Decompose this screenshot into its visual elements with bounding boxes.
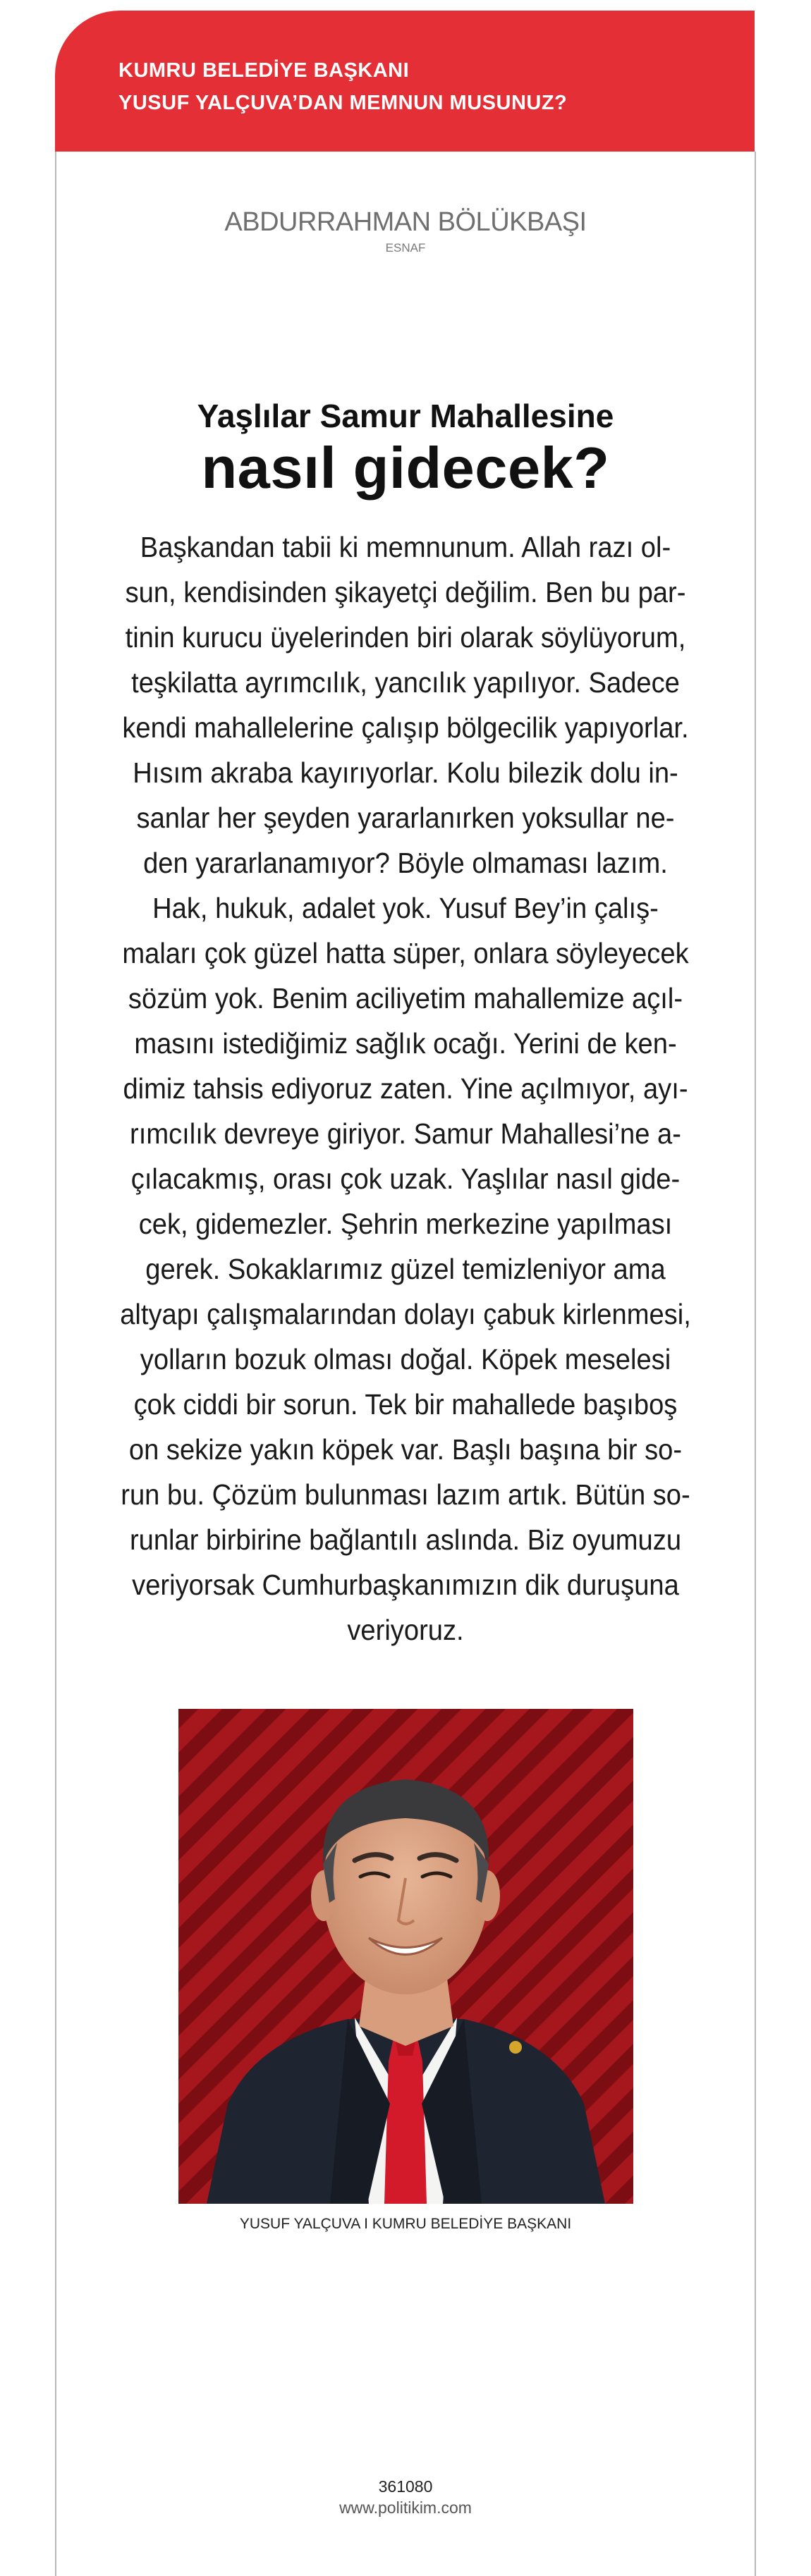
body-line: tinin kurucu üyelerinden biri olarak söylüyorum,: [125, 621, 686, 654]
author-role: ESNAF: [385, 241, 426, 254]
body-line: runlar birbirine bağlantılı aslında. Biz oyumuzu: [129, 1523, 682, 1556]
body-line: çok ciddi bir sorun. Tek bir mahallede başıboş: [133, 1388, 678, 1421]
body-line: veriyorsak Cumhurbaşkanımızın dik duruşuna: [132, 1569, 679, 1601]
author-name: ABDURRAHMAN BÖLÜKBAŞI: [224, 207, 587, 237]
article-headline: [55, 396, 756, 501]
body-line: cek, gidemezler. Şehrin merkezine yapılması: [138, 1208, 673, 1240]
photo-caption: YUSUF YALÇUVA I KUMRU BELEDİYE BAŞKANI: [239, 2216, 572, 2232]
header-banner: [55, 11, 755, 152]
body-line: masını istediğimiz sağlık ocağı. Yerini de ken-: [134, 1027, 677, 1060]
body-line: altyapı çalışmalarından dolayı çabuk kirlenmesi,: [120, 1298, 691, 1330]
headline-title: nasıl gidecek?: [201, 435, 610, 501]
banner-line-2: YUSUF YALÇUVA’DAN MEMNUN MUSUNUZ?: [118, 92, 568, 114]
body-line: on sekize yakın köpek var. Başlı başına bir so-: [128, 1433, 683, 1466]
headline-kicker: Yaşlılar Samur Mahallesine: [197, 398, 614, 434]
body-line: Başkandan tabii ki memnunum. Allah razı ol-: [140, 531, 671, 563]
body-line: teşkilatta ayrımcılık, yancılık yapılıyor. Sadece: [131, 666, 680, 699]
body-line: çılacakmış, orası çok uzak. Yaşlılar nasıl gide-: [130, 1163, 681, 1195]
body-line: veriyoruz.: [347, 1614, 464, 1646]
body-line: sanlar her şeyden yararlanırken yoksullar ne-: [136, 802, 675, 834]
body-line: sun, kendisinden şikayetçi değilim. Ben bu par-: [125, 576, 686, 608]
body-line: Hak, hukuk, adalet yok. Yusuf Bey’in çalış-: [152, 892, 659, 924]
mayor-portrait-photo: [178, 1709, 633, 2204]
body-line: kendi mahallelerine çalışıp bölgecilik yapıyorlar.: [122, 711, 689, 744]
body-line: Hısım akraba kayırıyorlar. Kolu bilezik dolu in-: [133, 756, 678, 789]
banner-line-1: KUMRU BELEDİYE BAŞKANI: [118, 59, 410, 82]
body-line: yolların bozuk olması doğal. Köpek meselesi: [140, 1343, 671, 1375]
website-url: www.politikim.com: [339, 2498, 472, 2517]
body-line: den yararlanamıyor? Böyle olmaması lazım.: [143, 847, 668, 879]
body-line: dimiz tahsis ediyoruz zaten. Yine açılmıyor, ayı-: [123, 1072, 688, 1105]
body-line: run bu. Çözüm bulunması lazım artık. Bütün so-: [121, 1478, 690, 1511]
body-line: sözüm yok. Benim aciliyetim mahallemize açıl-: [128, 982, 683, 1014]
article-body: [55, 525, 756, 1652]
page-footer: [55, 2476, 756, 2518]
byline: [55, 206, 756, 255]
body-line: maları çok güzel hatta süper, onlara söyleyecek: [122, 937, 689, 969]
page-code: 361080: [378, 2477, 433, 2496]
body-line: gerek. Sokaklarımız güzel temizleniyor ama: [145, 1253, 666, 1285]
body-line: rımcılık devreye giriyor. Samur Mahallesi’ne a-: [130, 1117, 681, 1150]
